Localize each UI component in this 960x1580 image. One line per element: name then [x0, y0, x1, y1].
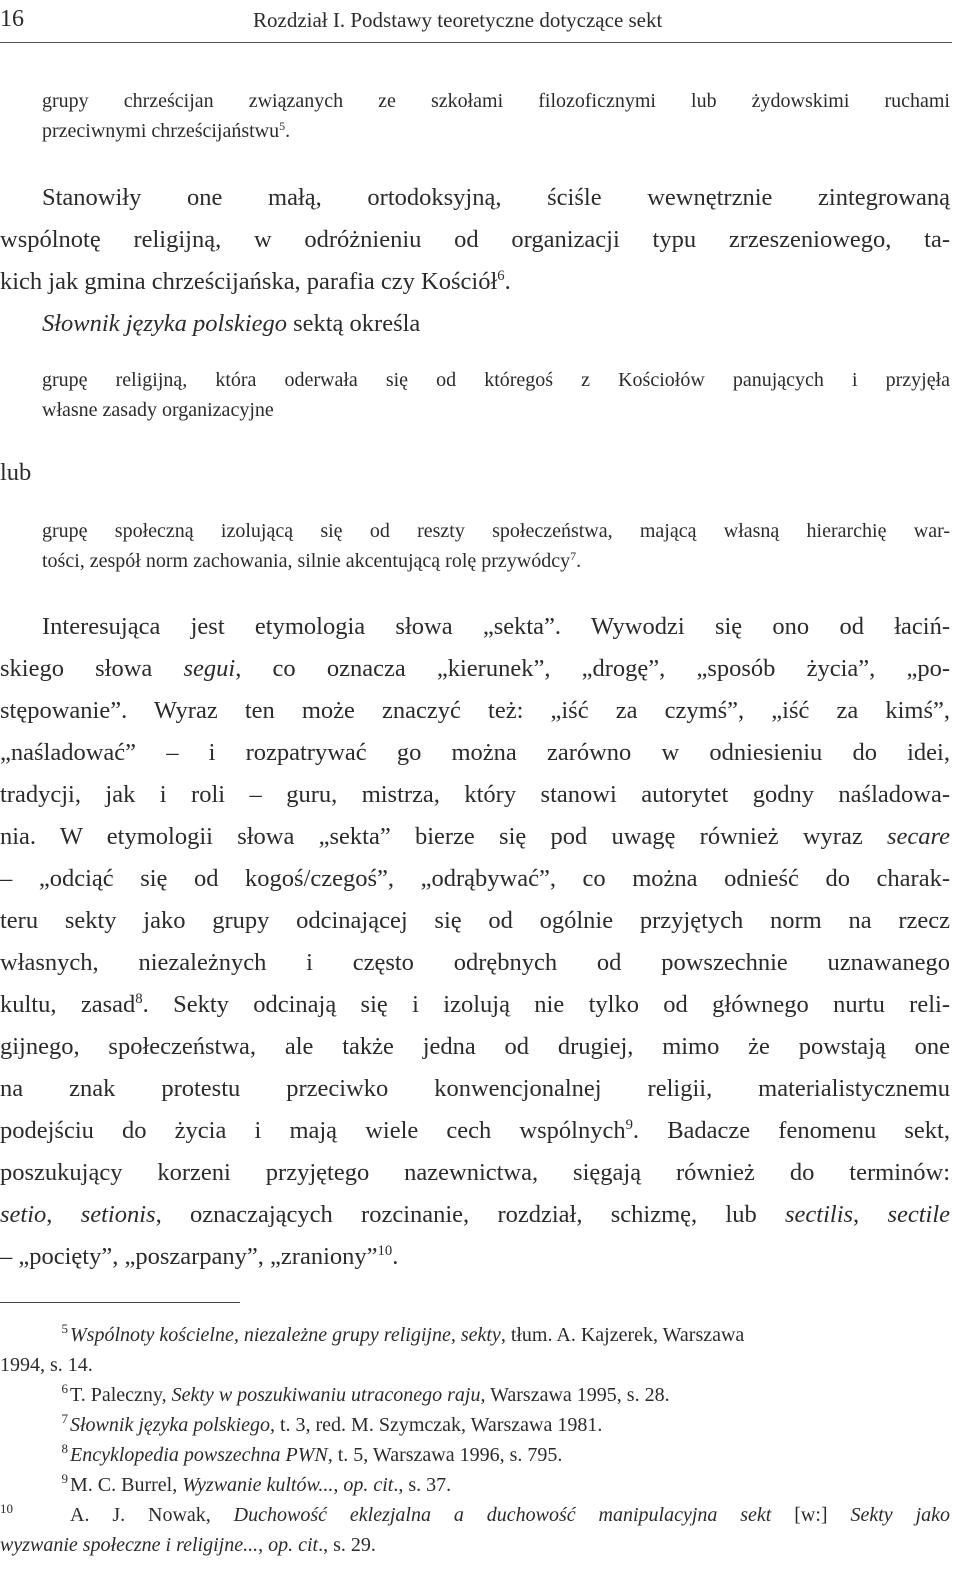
paragraph-line — [0, 303, 950, 345]
paragraph-line: gijnego, społeczeństwa, ale także jedna od drugiej, mimo że powstają one — [0, 1033, 950, 1060]
footnote-text — [70, 1504, 950, 1526]
footnote-number-text: 9 — [61, 1471, 68, 1486]
footnote-mid: , — [333, 1474, 344, 1496]
footnote-ref: 7 — [570, 548, 577, 563]
block-quote-1 — [42, 86, 950, 146]
paragraph-line: tradycji, jak i roli – guru, mistrza, który stanowi autorytet godny naśladowa- — [0, 781, 950, 808]
italic-term: segui — [183, 655, 236, 682]
footnote-text — [70, 1444, 562, 1466]
footnote-number — [0, 1320, 68, 1350]
quote-line: grupę religijną, która oderwała się od któregoś z Kościołów panujących i przyjęła — [42, 369, 950, 391]
paragraph-line — [0, 648, 950, 690]
paragraph-text: podejściu do życia i mają wiele cech wspólnych — [0, 1117, 626, 1144]
page-header — [0, 4, 950, 38]
footnote-rest: , tłum. A. Kajzerek, Warszawa — [500, 1324, 745, 1346]
paragraph-text: kultu, zasad — [0, 991, 136, 1018]
footnote-number — [0, 1440, 68, 1470]
quote-text: tości, zespół norm zachowania, silnie akcentującą rolę przywódcy — [42, 550, 571, 572]
quote-text: przeciwnymi chrześcijaństwu — [42, 120, 280, 142]
footnote-number-text: 5 — [61, 1321, 68, 1336]
footnote-rest: , t. 5, Warszawa 1996, s. 795. — [327, 1444, 563, 1466]
footnote-mid: [w:] — [771, 1504, 851, 1526]
italic-term: secare — [886, 823, 950, 850]
footnote-6 — [0, 1380, 950, 1410]
paragraph-line — [0, 1236, 950, 1278]
quote-line — [42, 546, 950, 576]
footnote-number — [0, 1500, 68, 1530]
footnote-ref: 9 — [625, 1117, 633, 1134]
footnote-rule — [0, 1302, 240, 1303]
footnote-5 — [0, 1320, 950, 1350]
footnote-number-text: 7 — [61, 1411, 68, 1426]
paragraph-line: „naśladować” – i rozpatrywać go można zarówno w odniesieniu do idei, — [0, 739, 950, 766]
quote-line: grupy chrześcijan związanych ze szkołami filozoficznymi lub żydowskimi ruchami — [42, 90, 950, 112]
paragraph-line: Interesująca jest etymologia słowa „sekta”. Wywodzi się ono od łaciń- — [42, 613, 950, 640]
connector-word: lub — [0, 459, 32, 486]
paragraph-line: teru sekty jako grupy odcinającej się od ogólnie przyjętych norm na rzecz — [0, 907, 950, 934]
quote-line: własne zasady organizacyjne — [42, 399, 274, 421]
footnote-pre: T. Paleczny, — [70, 1384, 172, 1406]
footnote-number-text: 10 — [0, 1501, 13, 1516]
footnote-text — [70, 1474, 451, 1496]
footnote-rest: , t. 3, red. M. Szymczak, Warszawa 1981. — [269, 1414, 603, 1436]
quote-line: grupę społeczną izolującą się od reszty społeczeństwa, mającą własną hierarchię war- — [42, 520, 950, 542]
footnote-italic: Sekty jako — [850, 1504, 950, 1526]
paragraph-text: , — [853, 1201, 888, 1228]
italic-term: setio — [0, 1201, 47, 1228]
footnote-italic: op. cit — [343, 1474, 394, 1496]
footnote-9 — [0, 1470, 950, 1500]
footnote-italic: Wyzwanie kultów... — [182, 1474, 334, 1496]
paragraph-text: kich jak gmina chrześcijańska, parafia czy Kościół — [0, 268, 498, 295]
block-quote-3 — [42, 516, 950, 576]
footnote-italic: Sekty w poszukiwaniu utraconego raju — [171, 1384, 481, 1406]
footnote-text — [70, 1324, 744, 1346]
italic-title: Słownik języka polskiego — [42, 310, 287, 337]
page-number: 16 — [0, 6, 24, 32]
paragraph-text: – „pocięty”, „poszarpany”, „zraniony” — [0, 1243, 378, 1270]
footnote-italic: op. cit — [268, 1534, 319, 1556]
paragraph-text: , co oznacza „kierunek”, „drogę”, „sposób życia”, „po- — [235, 655, 951, 682]
paragraph-text: . Badacze fenomenu sekt, — [632, 1117, 950, 1144]
footnote-rest: ., s. 29. — [318, 1534, 376, 1556]
footnote-italic: Encyklopedia powszechna PWN — [70, 1444, 328, 1466]
paragraph-text: sektą określa — [286, 310, 421, 337]
quote-line — [42, 116, 950, 146]
paragraph-text: . Sekty odcinają się i izolują nie tylko od głównego nurtu reli- — [142, 991, 950, 1018]
footnote-number — [0, 1380, 68, 1410]
footnote-text — [70, 1414, 602, 1436]
footnote-number — [0, 1470, 68, 1500]
quote-text: . — [285, 120, 291, 142]
paragraph-line: – „odciąć się od kogoś/czegoś”, „odrąbywać”, co można odnieść do charak- — [0, 865, 950, 892]
footnote-ref: 5 — [279, 118, 286, 133]
paragraph-text: . — [504, 268, 511, 295]
paragraph-line: poszukujący korzeni przyjętego nazewnictwa, sięgają również do terminów: — [0, 1159, 950, 1186]
quote-text: . — [576, 550, 582, 572]
footnote-rest: , Warszawa 1995, s. 28. — [480, 1384, 670, 1406]
footnote-8 — [0, 1440, 950, 1470]
footnote-10-cont — [0, 1530, 950, 1560]
running-head: Rozdział I. Podstawy teoretyczne dotyczące sekt — [253, 8, 663, 32]
footnote-ref: 8 — [135, 991, 143, 1008]
paragraph-line — [0, 984, 950, 1026]
footnote-text — [70, 1384, 670, 1406]
paragraph-line: na znak protestu przeciwko konwencjonalnej religii, materialistycznemu — [0, 1075, 950, 1102]
paragraph-text: , oznaczających rozcinanie, rozdział, schizmę, lub — [155, 1201, 785, 1228]
paragraph-1 — [0, 177, 950, 345]
italic-term: sectilis — [785, 1201, 854, 1228]
footnote-number — [0, 1410, 68, 1440]
footnote-italic: Wspólnoty kościelne, niezależne grupy religijne, sekty — [70, 1324, 501, 1346]
footnotes — [0, 1320, 950, 1560]
footnote-italic: Słownik języka polskiego — [70, 1414, 270, 1436]
paragraph-line: stępowanie”. Wyraz ten może znaczyć też: „iść za czymś”, „iść za kimś”, — [0, 697, 950, 724]
italic-term: setionis — [80, 1201, 156, 1228]
paragraph-text: . — [392, 1243, 399, 1270]
footnote-mid: , — [258, 1534, 269, 1556]
footnote-italic: Duchowość eklezjalna a duchowość manipulacyjna sekt — [233, 1504, 772, 1526]
footnote-pre: M. C. Burrel, — [70, 1474, 183, 1496]
paragraph-text: , — [46, 1201, 81, 1228]
paragraph-line — [0, 1194, 950, 1236]
paragraph-line: własnych, niezależnych i często odrębnych od powszechnie uznawanego — [0, 949, 950, 976]
footnote-number-text: 8 — [61, 1441, 68, 1456]
paragraph-2 — [0, 606, 950, 1278]
paragraph-line — [0, 1110, 950, 1152]
footnote-5-cont: 1994, s. 14. — [0, 1354, 93, 1376]
footnote-ref: 10 — [377, 1243, 393, 1260]
header-rule — [0, 42, 952, 43]
footnote-7 — [0, 1410, 950, 1440]
footnote-pre: A. J. Nowak, — [70, 1504, 234, 1526]
italic-term: sectile — [887, 1201, 951, 1228]
paragraph-line — [0, 261, 950, 303]
paragraph-text: skiego słowa — [0, 655, 184, 682]
paragraph-line: wspólnotę religijną, w odróżnieniu od organizacji typu zrzeszeniowego, ta- — [0, 226, 950, 253]
paragraph-text: nia. W etymologii słowa „sekta” bierze się pod uwagę również wyraz — [0, 823, 887, 850]
paragraph-line — [0, 816, 950, 858]
footnote-10 — [0, 1500, 950, 1530]
block-quote-2 — [42, 365, 950, 425]
footnote-number-text: 6 — [61, 1381, 68, 1396]
footnote-rest: ., s. 37. — [393, 1474, 452, 1496]
paragraph-line: Stanowiły one małą, ortodoksyjną, ściśle wewnętrznie zintegrowaną — [42, 184, 950, 211]
footnote-ref: 6 — [497, 268, 505, 285]
footnote-italic: wyzwanie społeczne i religijne... — [0, 1534, 259, 1556]
